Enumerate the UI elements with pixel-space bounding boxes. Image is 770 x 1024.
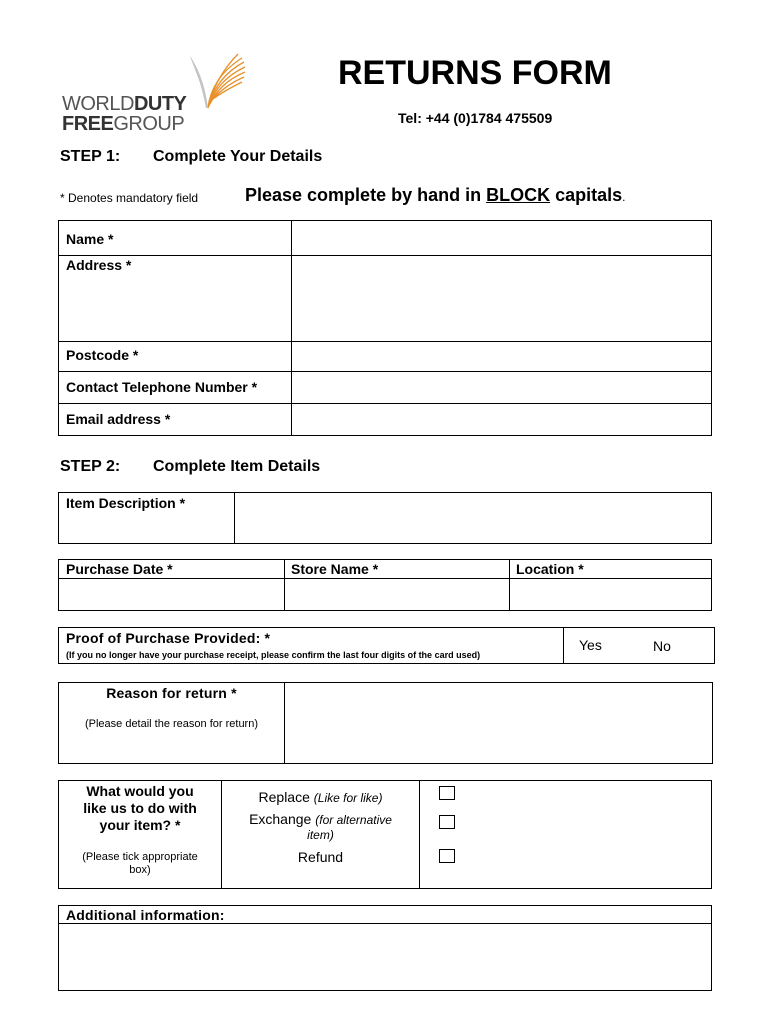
action-note — [59, 851, 221, 877]
telephone-number: Tel: +44 (0)1784 475509 — [398, 110, 553, 126]
action-note-line1: (Please tick appropriate — [82, 851, 198, 863]
action-label — [59, 783, 221, 834]
reason-note: (Please detail the reason for return) — [84, 718, 259, 730]
option-replace — [222, 789, 419, 805]
mandatory-note: * Denotes mandatory field — [60, 191, 199, 205]
replace-checkbox[interactable] — [439, 786, 455, 800]
proof-no-option[interactable]: No — [653, 638, 671, 654]
store-name-field[interactable] — [285, 579, 509, 610]
location-label: Location * — [516, 561, 584, 577]
page-title: RETURNS FORM — [338, 54, 612, 92]
purchase-date-field[interactable] — [59, 579, 284, 610]
option-refund-label: Refund — [297, 849, 344, 865]
step1-title: Complete Your Details — [153, 148, 323, 165]
postcode-field[interactable] — [292, 342, 711, 371]
action-note-line2: box) — [129, 864, 151, 876]
telephone-field[interactable] — [292, 372, 711, 403]
action-label-line3: your item? * — [99, 817, 181, 833]
email-field[interactable] — [292, 404, 711, 435]
additional-info-field[interactable] — [59, 924, 711, 990]
instruction-text-d: . — [622, 190, 626, 204]
instruction-text-block: BLOCK — [486, 185, 551, 205]
option-exchange — [222, 812, 419, 843]
location-field[interactable] — [510, 579, 711, 610]
proof-yes-option[interactable]: Yes — [579, 637, 602, 653]
purchase-date-label: Purchase Date * — [66, 561, 173, 577]
instruction-text-c: capitals — [550, 185, 623, 205]
option-replace-label: Replace — [258, 789, 310, 805]
item-description-field[interactable] — [235, 493, 711, 543]
address-label: Address * — [66, 257, 132, 273]
exchange-checkbox[interactable] — [439, 815, 455, 829]
butterfly-logo-icon — [186, 50, 248, 112]
reason-label: Reason for return * — [106, 685, 237, 701]
option-exchange-note-2: item) — [307, 828, 334, 842]
action-table — [58, 780, 712, 889]
instruction-text-a: Please complete by hand in — [245, 185, 487, 205]
refund-checkbox[interactable] — [439, 849, 455, 863]
step1-number: STEP 1: — [60, 148, 121, 165]
action-label-line2: like us to do with — [83, 800, 197, 816]
additional-info-table — [58, 905, 712, 991]
details-table — [58, 220, 712, 436]
logo-group: GROUP — [113, 113, 185, 135]
proof-note: (If you no longer have your purchase receipt, please confirm the last four digits of the card used) — [66, 650, 481, 660]
email-label: Email address * — [66, 411, 171, 427]
logo-world: WORLD — [62, 93, 134, 115]
telephone-label: Contact Telephone Number * — [66, 379, 258, 395]
logo-duty: DUTY — [133, 93, 187, 115]
action-label-line1: What would you — [86, 783, 194, 799]
step2-title: Complete Item Details — [153, 458, 321, 475]
reason-table — [58, 682, 713, 764]
option-exchange-label: Exchange — [249, 811, 312, 827]
name-field[interactable] — [292, 221, 711, 255]
proof-of-purchase-table — [58, 627, 715, 664]
store-name-label: Store Name * — [291, 561, 379, 577]
proof-label: Proof of Purchase Provided: * — [66, 630, 271, 646]
item-description-label: Item Description * — [66, 495, 186, 511]
address-field[interactable] — [292, 256, 711, 341]
name-label: Name * — [66, 231, 114, 247]
option-replace-note: (Like for like) — [313, 791, 383, 805]
postcode-label: Postcode * — [66, 347, 139, 363]
option-exchange-note-1: (for alternative — [315, 813, 392, 827]
item-description-table — [58, 492, 712, 544]
reason-field[interactable] — [285, 683, 712, 763]
purchase-info-table — [58, 559, 712, 611]
step2-number: STEP 2: — [60, 458, 121, 475]
additional-info-label: Additional information: — [66, 907, 225, 923]
block-capitals-instruction — [245, 185, 625, 206]
logo-free: FREE — [62, 113, 114, 135]
